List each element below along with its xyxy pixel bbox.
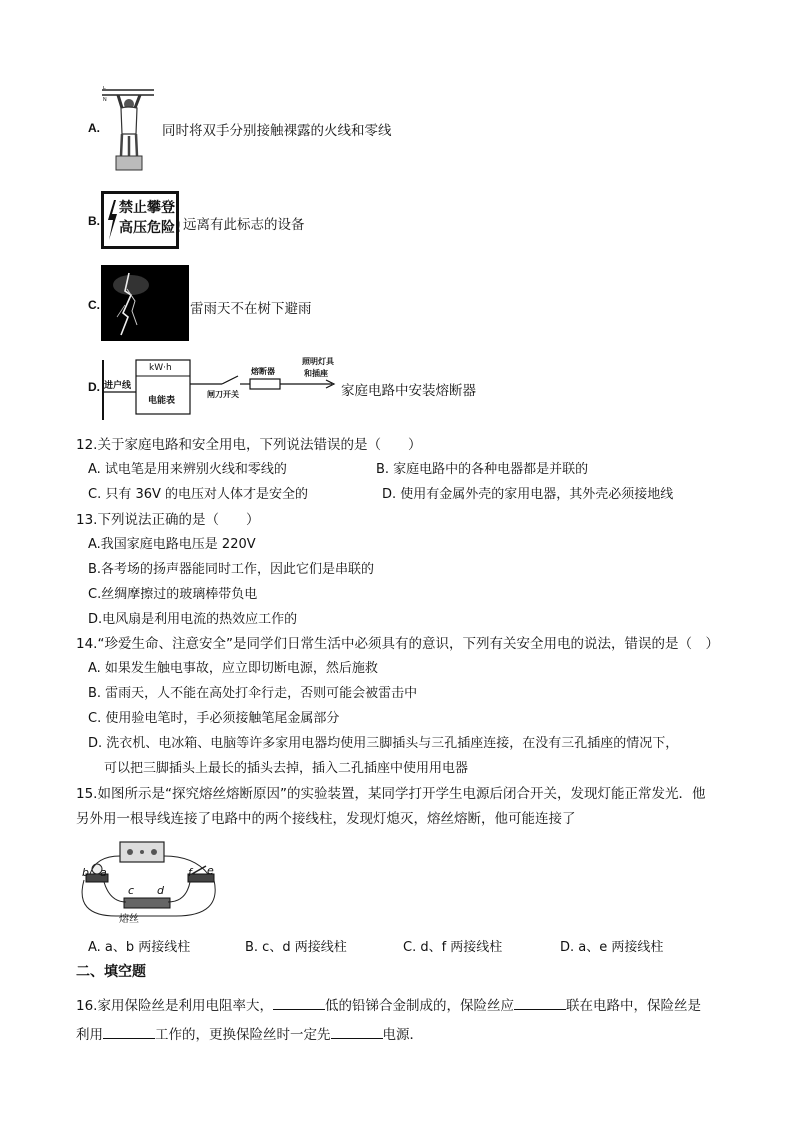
sign-line-2: 高压危险! bbox=[119, 220, 182, 236]
high-voltage-warning-sign bbox=[101, 191, 182, 249]
option-b-label: B. bbox=[88, 214, 100, 228]
q16-line2 bbox=[76, 1023, 423, 1043]
load-label-2: 和插座 bbox=[304, 369, 328, 378]
lightning-icon bbox=[106, 200, 118, 240]
q14-option-c: C. 使用验电笔时，手必须接触笔尾金属部分 bbox=[88, 711, 340, 726]
q14-option-d-line2: 可以把三脚插头上最长的插头去掉，插入二孔插座中使用用电器 bbox=[104, 761, 469, 776]
q12-option-d: D. 使用有金属外壳的家用电器，其外壳必须接地线 bbox=[382, 487, 674, 502]
option-c-label: C. bbox=[88, 298, 100, 312]
section-title: 二、填空题 bbox=[76, 964, 146, 980]
q12-option-c: C. 只有 36V 的电压对人体才是安全的 bbox=[88, 487, 309, 502]
q16-text-1: 16.家用保险丝是利用电阻率大， bbox=[76, 998, 273, 1014]
q15-option-c: C. d、f 两接线柱 bbox=[403, 940, 503, 955]
q16-text-2: 低的铅锑合金制成的，保险丝应 bbox=[324, 998, 514, 1014]
in-line-label: 进户线 bbox=[104, 381, 132, 391]
terminal-d-label: d bbox=[157, 884, 164, 897]
q15-stem-line2: 另外用一根导线连接了电路中的两个接线柱，发现灯熄灭，熔丝熔断，他可能连接了 bbox=[76, 811, 576, 827]
q16-text-5: 工作的，更换保险丝时一定先 bbox=[155, 1027, 331, 1043]
q12-option-a: A. 试电笔是用来辨别火线和零线的 bbox=[88, 462, 287, 477]
option-a-text: 同时将双手分别接触裸露的火线和零线 bbox=[162, 123, 392, 139]
terminal-a-label: a bbox=[100, 866, 107, 879]
person-touching-wires-image bbox=[100, 86, 156, 172]
terminal-e-label: e bbox=[207, 864, 214, 877]
q16-blank-1[interactable] bbox=[273, 997, 325, 1010]
lightning-storm-photo bbox=[101, 265, 189, 341]
option-d-label: D. bbox=[88, 380, 100, 394]
q15-option-b: B. c、d 两接线柱 bbox=[245, 940, 347, 955]
q16-blank-4[interactable] bbox=[331, 1026, 383, 1039]
option-a-label: A. bbox=[88, 121, 100, 135]
sign-line-1: 禁止攀登 bbox=[119, 200, 175, 216]
fuse-label: 熔断器 bbox=[251, 367, 275, 376]
q16-text-6: 电源． bbox=[382, 1027, 423, 1043]
q12-stem: 12.关于家庭电路和安全用电，下列说法错误的是（ ） bbox=[76, 437, 422, 453]
q13-option-d: D.电风扇是利用电流的热效应工作的 bbox=[88, 612, 298, 627]
q15-option-a: A. a、b 两接线柱 bbox=[88, 940, 191, 955]
switch-label: 闸刀开关 bbox=[207, 390, 239, 399]
meter-unit-label: kW·h bbox=[149, 363, 172, 373]
q13-option-a: A.我国家庭电路电压是 220V bbox=[88, 537, 256, 552]
terminal-c-label: c bbox=[128, 884, 135, 897]
q16-text-4: 利用 bbox=[76, 1027, 103, 1043]
q14-stem: 14.“珍爱生命、注意安全”是同学们日常生活中必须具有的意识，下列有关安全用电的说法，错误的是（ ） bbox=[76, 636, 719, 652]
svg-text:L: L bbox=[103, 86, 106, 91]
terminal-f-label: f bbox=[188, 866, 192, 879]
q13-stem: 13.下列说法正确的是（ ） bbox=[76, 512, 260, 528]
option-c-text: 雷雨天不在树下避雨 bbox=[190, 301, 312, 317]
option-b-text: 远离有此标志的设备 bbox=[183, 217, 305, 233]
fuse-experiment-figure bbox=[76, 836, 226, 928]
svg-text:N: N bbox=[103, 97, 107, 103]
q15-option-d: D. a、e 两接线柱 bbox=[560, 940, 664, 955]
q16-line1 bbox=[76, 994, 701, 1014]
q16-blank-3[interactable] bbox=[103, 1026, 155, 1039]
terminal-b-label: b bbox=[82, 866, 89, 879]
fuse-wire-label: 熔丝 bbox=[119, 914, 139, 925]
q13-option-c: C.丝绸摩擦过的玻璃棒带负电 bbox=[88, 587, 258, 602]
load-label-1: 照明灯具 bbox=[302, 357, 334, 366]
option-d-text: 家庭电路中安装熔断器 bbox=[341, 383, 476, 399]
q15-stem-line1: 15.如图所示是“探究熔丝熔断原因”的实验装置，某同学打开学生电源后闭合开关，发现灯能正常发光．他 bbox=[76, 786, 706, 802]
q13-option-b: B.各考场的扬声器能同时工作，因此它们是串联的 bbox=[88, 562, 375, 577]
q12-option-b: B. 家庭电路中的各种电器都是并联的 bbox=[376, 462, 589, 477]
q14-option-d-line1: D. 洗衣机、电冰箱、电脑等许多家用电器均使用三脚插头与三孔插座连接，在没有三孔插座的情况下， bbox=[88, 736, 679, 751]
q14-option-b: B. 雷雨天，人不能在高处打伞行走，否则可能会被雷击中 bbox=[88, 686, 418, 701]
q16-text-3: 联在电路中，保险丝是 bbox=[565, 998, 701, 1014]
q14-option-a: A. 如果发生触电事故，应立即切断电源，然后施救 bbox=[88, 661, 378, 676]
q16-blank-2[interactable] bbox=[514, 997, 566, 1010]
meter-label: 电能表 bbox=[148, 396, 176, 406]
